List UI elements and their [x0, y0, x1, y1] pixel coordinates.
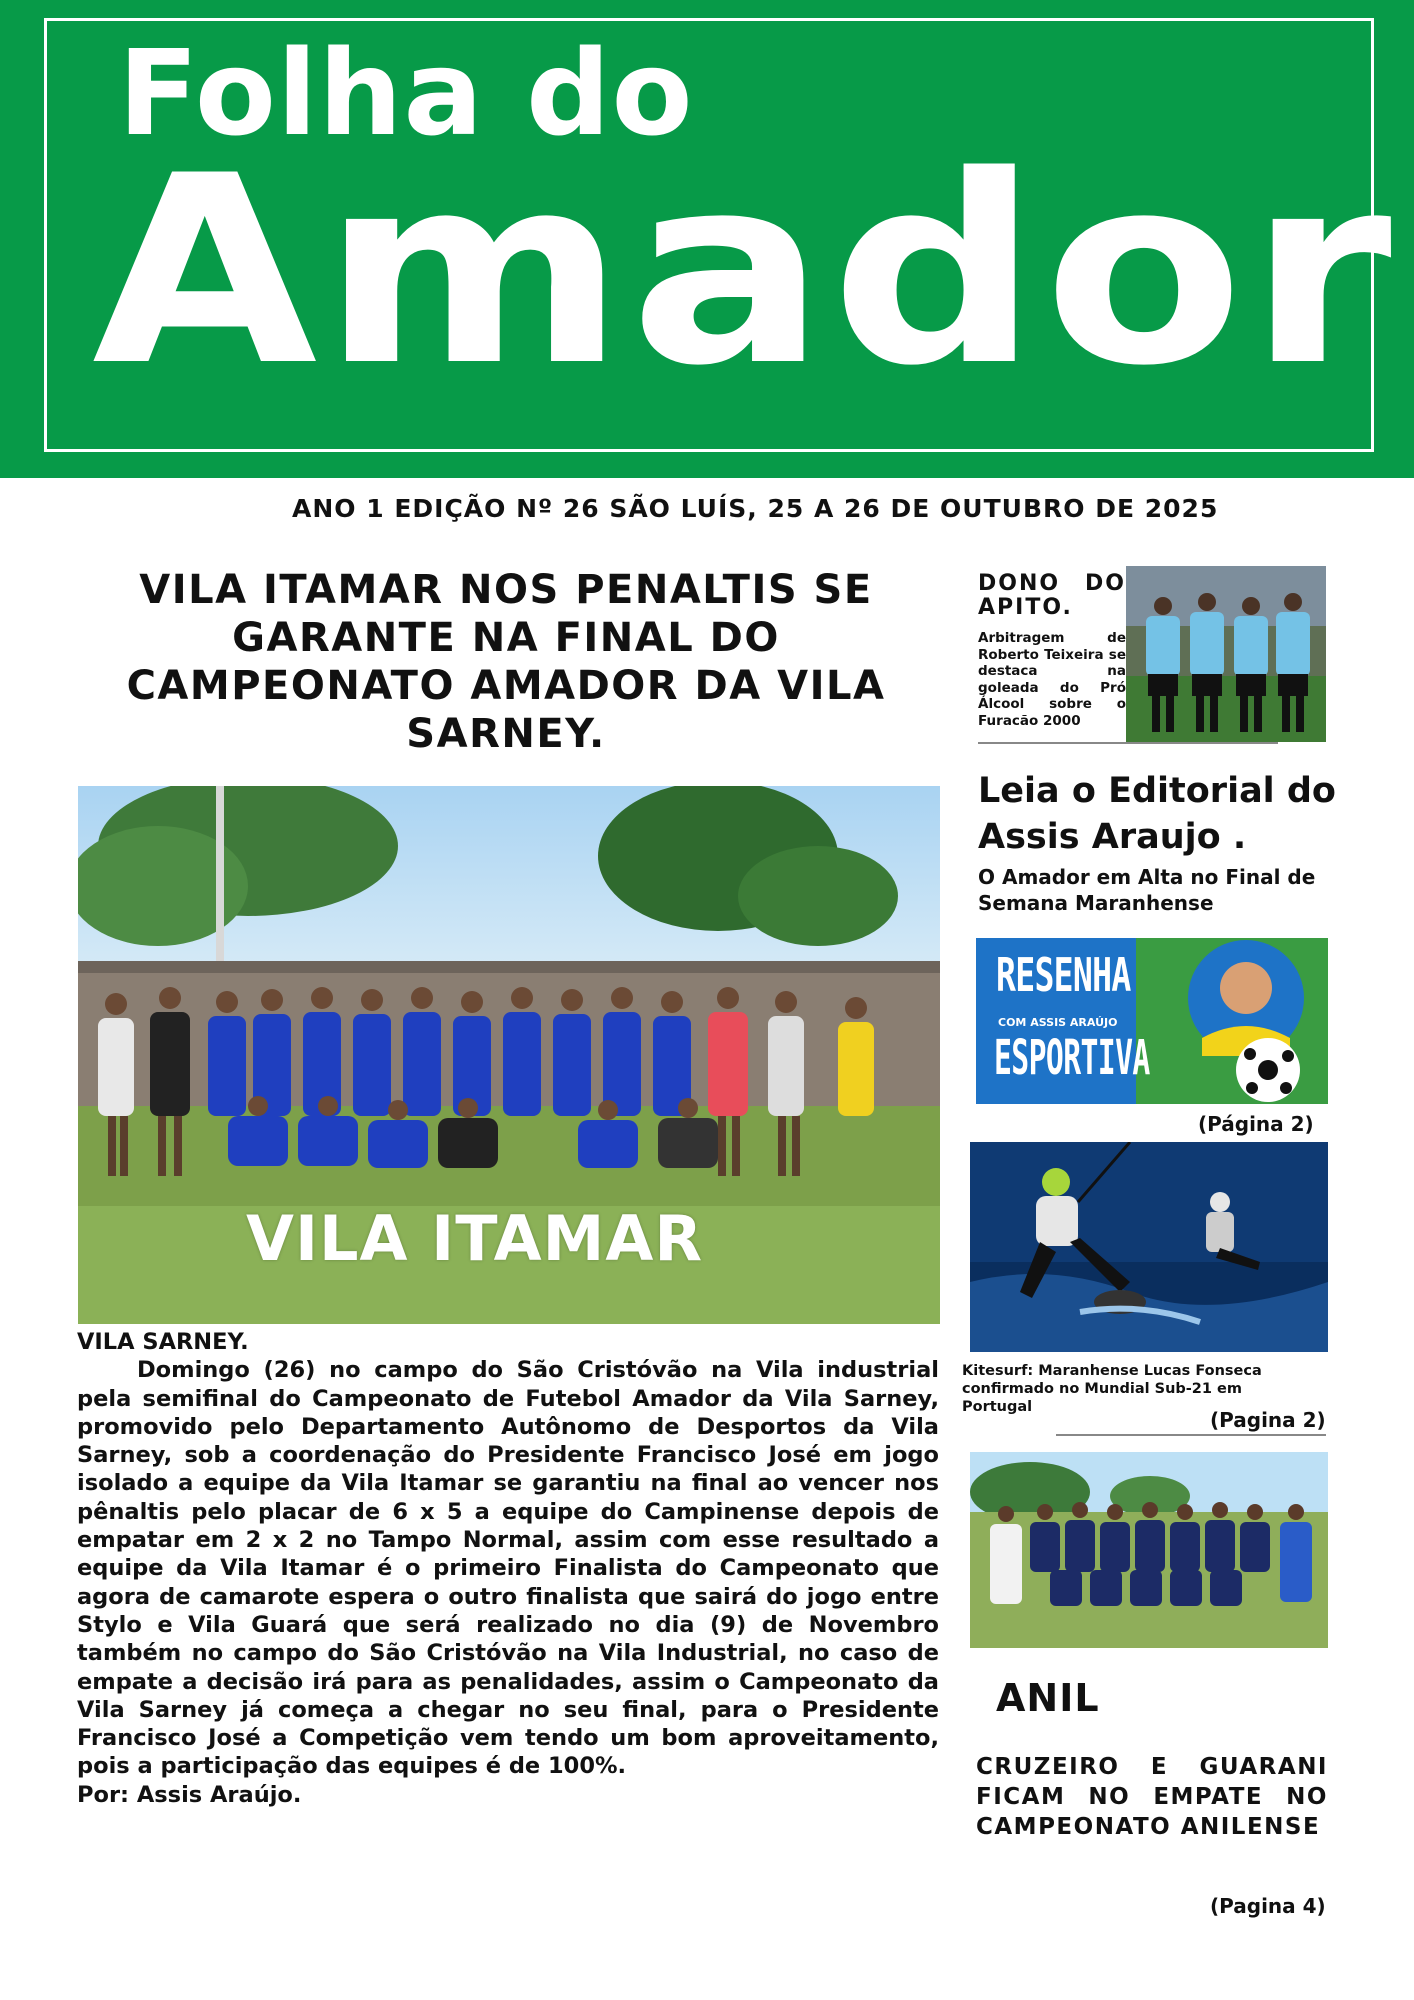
resenha-title-line2: COM ASSIS ARAÚJO — [998, 1016, 1118, 1029]
editorial-subtitle: O Amador em Alta no Final de Semana Maranhense — [978, 865, 1316, 915]
main-headline: VILA ITAMAR NOS PENALTIS SE GARANTE NA FINAL DO CAMPEONATO AMADOR DA VILA SARNEY. — [126, 567, 886, 757]
masthead-title-line2: Amador — [92, 121, 1397, 423]
anil-summary: CRUZEIRO E GUARANI FICAM NO EMPATE NO CAMPEONATO ANILENSE — [976, 1754, 1328, 1840]
resenha-title-line1: RESENHA — [996, 948, 1131, 1002]
article-dateline: VILA SARNEY. — [77, 1329, 249, 1355]
article-body: Domingo (26) no campo do São Cristóvão na Vila industrial pela semifinal do Campeonato de Futebol Amador da Vila Sarney, promovido pelo Departamento Autônomo de Desportos da Vila Sarney, sob a coordenação do Presidente Francisco José em jogo isolado a equipe da Vila Itamar se garantiu na final ao vencer nos pênaltis pelo placar de 6 x 5 a equipe do Campinense depois de empatar em 2 x 2 no Tampo Normal, assim com esse resultado a equipe da Vila Itamar é o primeiro Finalista do Campeonato que agora de camarote espera o outro finalista que sairá do jogo entre Stylo e Vila Guará que será realizado no dia (9) de Novembro também no campo do São Cristóvão na Vila Industrial, no caso de empate a decisão irá para as penalidades, assim o Campeonato da Vila Sarney já começa a chegar no seu final, para o Presidente Francisco José a Competição vem tendo um bom aproveitamento, pois a participação das equipes é de 100%. — [77, 1357, 939, 1780]
anil-headline: ANIL — [996, 1676, 1100, 1720]
resenha-page-ref: (Página 2) — [1198, 1112, 1314, 1136]
anil-page-ref: (Pagina 4) — [1210, 1894, 1326, 1918]
masthead — [0, 0, 1414, 478]
resenha-title-line3: ESPORTIVA — [994, 1030, 1150, 1086]
edition-dateline: ANO 1 EDIÇÃO Nº 26 SÃO LUÍS, 25 A 26 DE OUTUBRO DE 2025 — [292, 494, 1219, 523]
referee-summary: Arbitragem de Roberto Teixeira se destaca na goleada do Pró Álcool sobre o Furacão 2000 — [978, 630, 1126, 729]
divider — [1056, 1434, 1326, 1436]
resenha-esportiva-banner — [976, 938, 1328, 1104]
kitesurf-photo-illustration — [970, 1142, 1328, 1352]
referee-photo — [1126, 566, 1326, 742]
referee-photo-illustration — [1126, 566, 1326, 742]
main-article — [77, 1328, 939, 1809]
anil-team-photo — [970, 1452, 1328, 1648]
masthead-title-line1: Folha do — [118, 24, 694, 162]
anil-photo-illustration — [970, 1452, 1328, 1648]
main-team-photo — [78, 786, 940, 1324]
referee-headline: DONO DO APITO. — [978, 571, 1126, 620]
kitesurf-caption: Kitesurf: Maranhense Lucas Fonseca confirmado no Mundial Sub-21 em Portugal — [962, 1363, 1262, 1415]
editorial-headline: Leia o Editorial do Assis Araujo . — [978, 771, 1336, 857]
divider — [978, 742, 1278, 744]
kitesurf-page-ref: (Pagina 2) — [1210, 1408, 1326, 1432]
main-photo-caption: VILA ITAMAR — [246, 1202, 704, 1275]
kitesurf-photo — [970, 1142, 1328, 1352]
article-byline: Por: Assis Araújo. — [77, 1781, 302, 1808]
